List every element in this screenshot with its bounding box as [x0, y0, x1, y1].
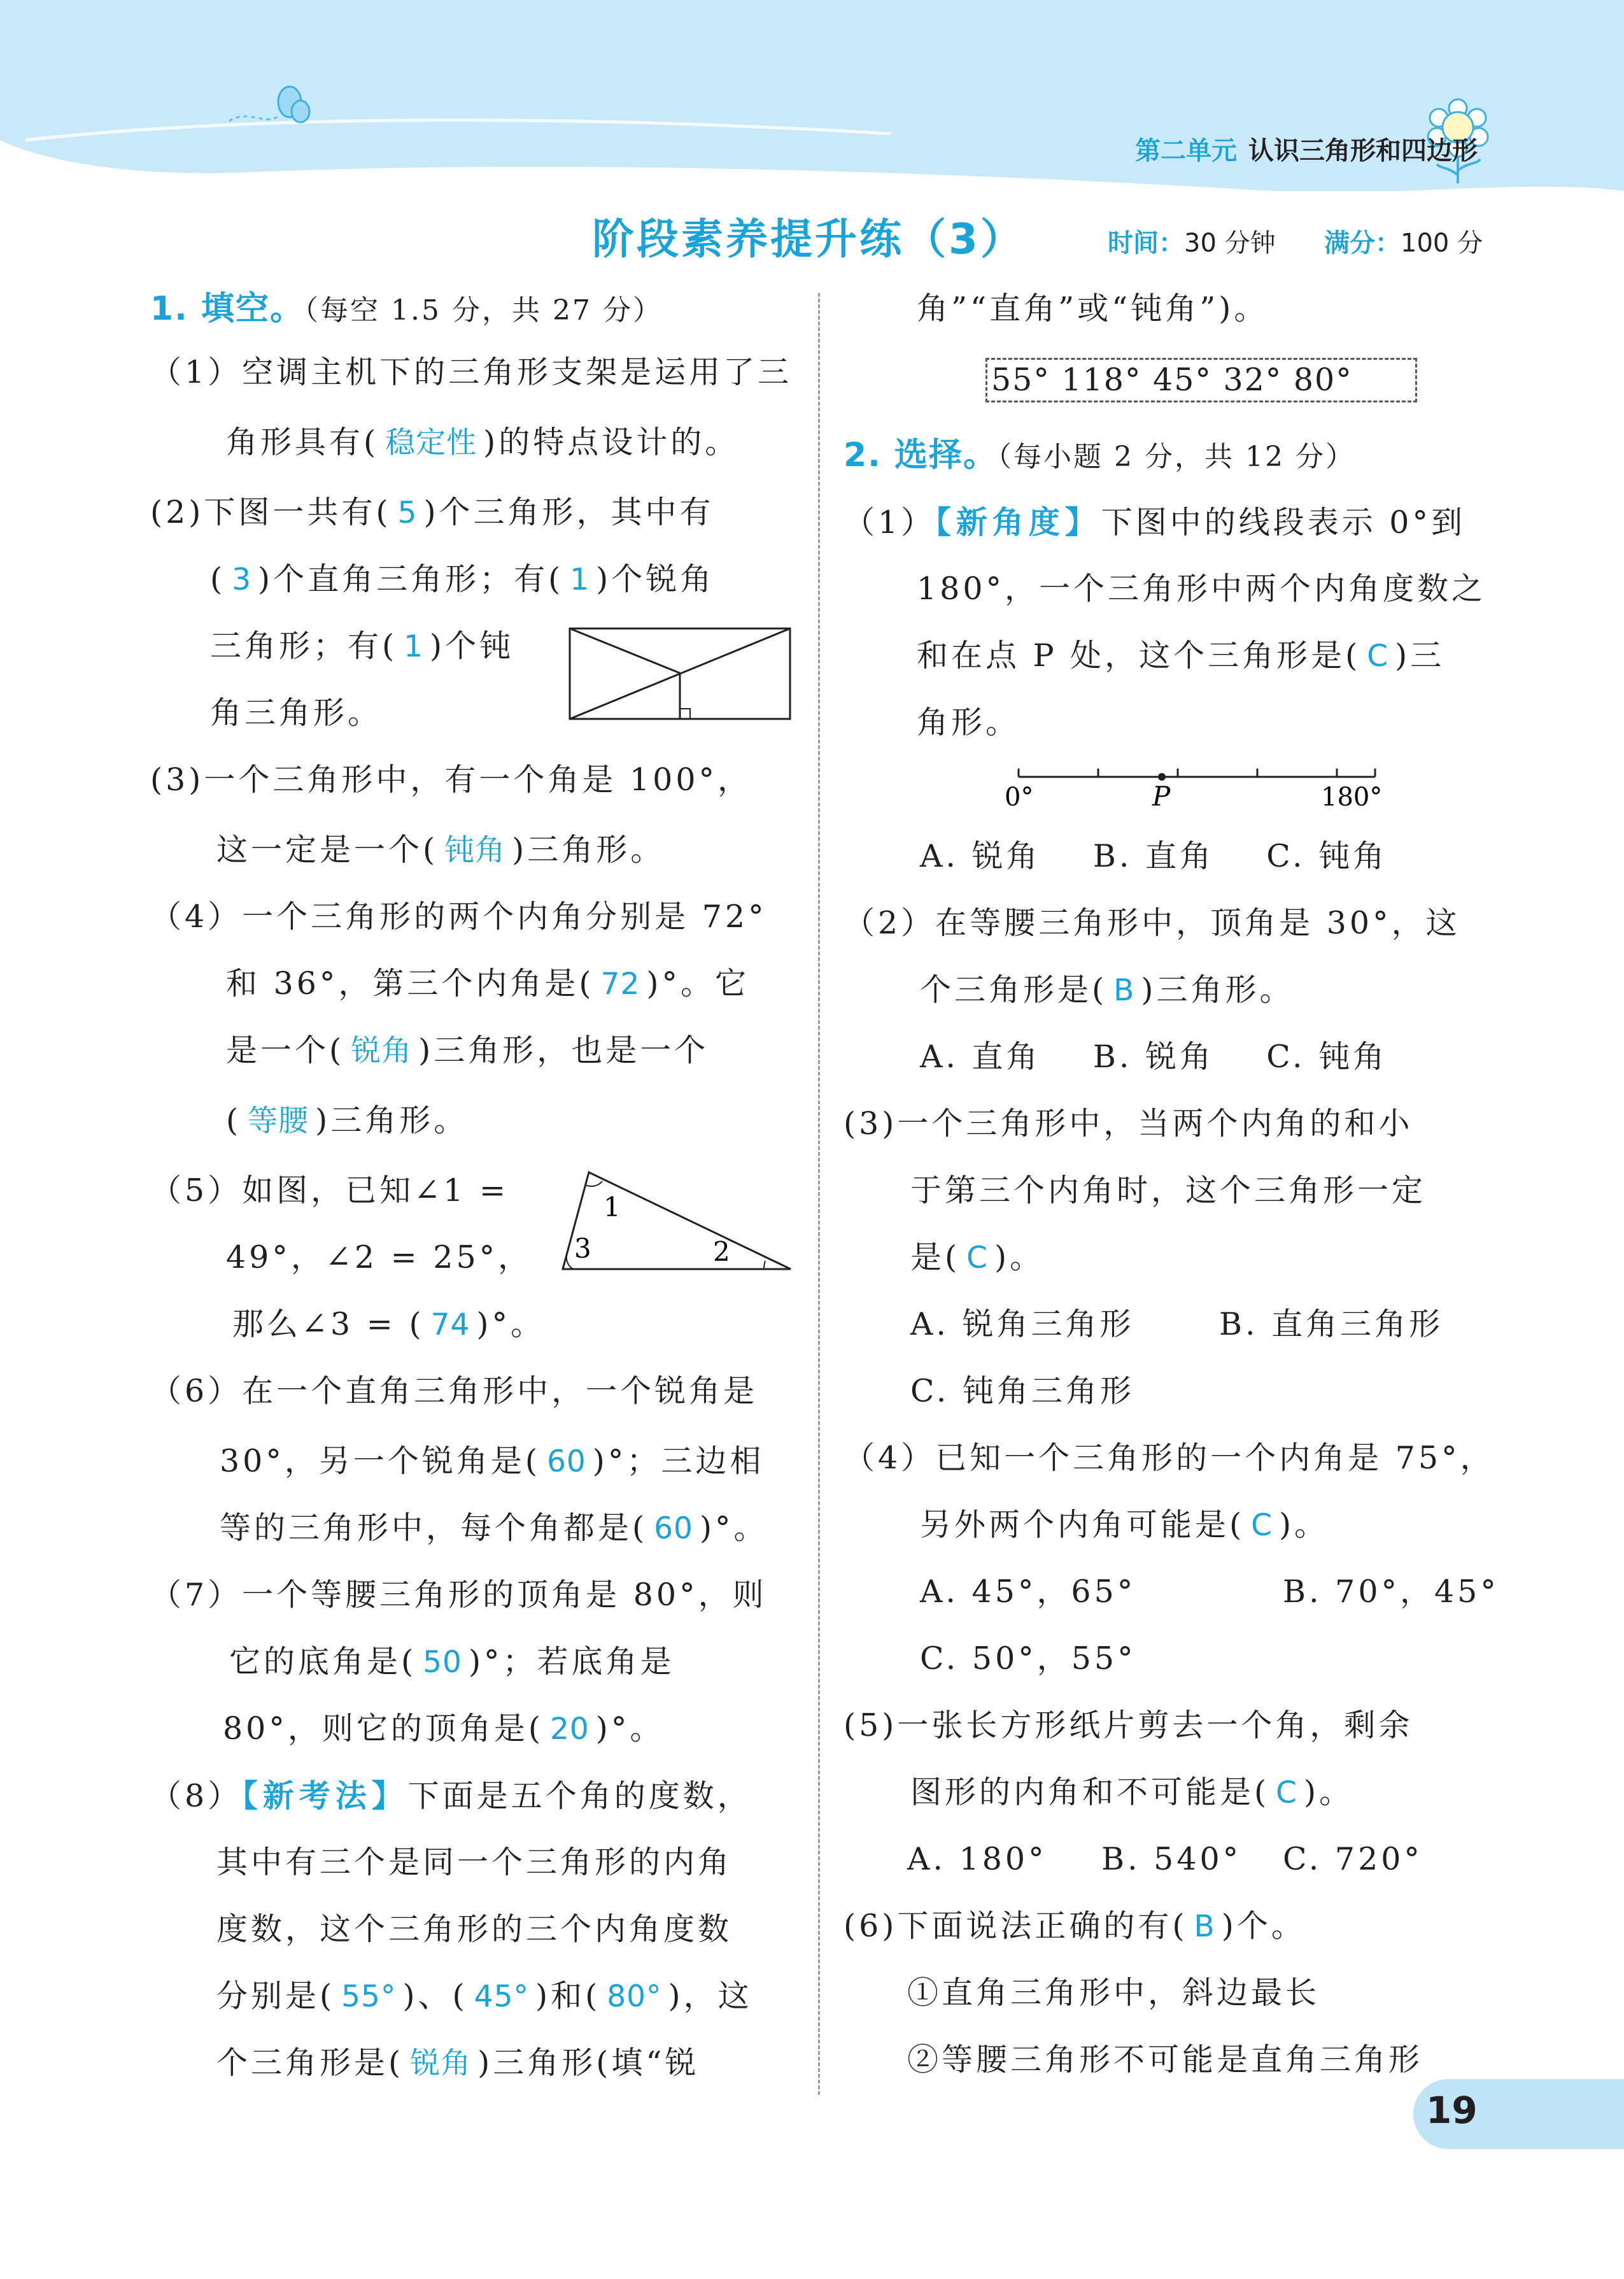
- s2q3-line-c: 是( C )。: [910, 1239, 1045, 1275]
- q8-answer-4: 锐角: [410, 2046, 472, 2081]
- rectangle-triangles-figure: [568, 627, 793, 721]
- s2q3-line-b: 于第三个内角时，这个三角形一定: [910, 1172, 1427, 1209]
- q3-line-a: (3)一个三角形中，有一个角是 100°，: [150, 762, 752, 798]
- q2-answer-1: 5: [397, 495, 418, 530]
- section2-heading-line: [844, 436, 1355, 476]
- time-value: 30 分钟: [1184, 229, 1276, 258]
- triangle-angles-figure: [560, 1168, 796, 1274]
- s2q3-option-b: B. 直角三角形: [1219, 1306, 1444, 1342]
- score-info: [1324, 223, 1483, 259]
- s2q5-option-c: C. 720°: [1283, 1841, 1423, 1877]
- unit-label: 第二单元: [1135, 136, 1237, 166]
- s2q3-answer: C: [966, 1240, 988, 1275]
- s2q6-statement-2: ②等腰三角形不可能是直角三角形: [907, 2041, 1423, 2078]
- q5-line-a: （5）如图，已知∠1 =: [150, 1172, 509, 1209]
- s2q4-option-a: A. 45°，65°: [920, 1573, 1136, 1610]
- q4-line-d: ( 等腰 )三角形。: [226, 1102, 469, 1139]
- q1-line-b: 角形具有( 稳定性 )的特点设计的。: [226, 424, 740, 460]
- axis-point-label: P: [1152, 781, 1171, 812]
- angles-list: 55° 118° 45° 32° 80°: [991, 362, 1353, 398]
- q8-line-a: （8）【新考法】下面是五个角的度数，: [150, 1777, 752, 1814]
- axis-start-label: 0°: [1005, 783, 1034, 812]
- q8-line-d: 分别是( 55° )、( 45° )和( 80° )，这: [216, 1978, 752, 2014]
- q2-answer-4: 1: [404, 629, 424, 664]
- q7-line-a: （7）一个等腰三角形的顶角是 80°，则: [150, 1577, 767, 1613]
- q4-answer-3: 等腰: [248, 1104, 309, 1139]
- q7-line-c: 80°，则它的顶角是( 20 )°。: [223, 1710, 665, 1747]
- s2q1-line-b: 180°，一个三角形中两个内角度数之: [917, 571, 1486, 607]
- q4-line-c: 是一个( 锐角 )三角形，也是一个: [226, 1032, 709, 1069]
- column-divider: [818, 293, 820, 2095]
- s2q6-answer: B: [1194, 1909, 1215, 1944]
- q2-answer-2: 3: [232, 562, 252, 597]
- q4-line-a: （4）一个三角形的两个内角分别是 72°: [150, 898, 767, 935]
- score-value: 100 分: [1401, 229, 1483, 258]
- q7-answer-2: 20: [549, 1712, 590, 1747]
- q6-line-a: （6）在一个直角三角形中，一个锐角是: [150, 1373, 758, 1409]
- q5-answer: 74: [430, 1307, 470, 1342]
- s2q5-line-b: 图形的内角和不可能是( C )。: [910, 1774, 1354, 1810]
- q5-line-b: 49°，∠2 = 25°，: [226, 1239, 533, 1275]
- s2q2-answer: B: [1113, 973, 1135, 1008]
- s2q4-answer: C: [1251, 1508, 1273, 1543]
- section1-heading: 1. 填空。: [150, 290, 305, 328]
- s2q3-option-c: C. 钝角三角形: [910, 1373, 1134, 1409]
- s2q1-line-a: （1）【新角度】下图中的线段表示 0°到: [844, 504, 1465, 541]
- s2q4-line-a: （4）已知一个三角形的一个内角是 75°，: [844, 1440, 1495, 1476]
- butterfly-icon: [229, 83, 312, 134]
- page-number: 19: [1426, 2089, 1478, 2132]
- angles-box: [985, 358, 1417, 402]
- unit-title: [1135, 131, 1478, 167]
- q8-line-e: 个三角形是( 锐角 )三角形(填“锐: [216, 2045, 700, 2081]
- axis-end-label: 180°: [1321, 783, 1383, 812]
- q2-line-c: 三角形；有( 1 )个钝: [210, 628, 514, 664]
- q8-line-c: 度数，这个三角形的三个内角度数: [216, 1911, 733, 1947]
- new-exam-tag: 【新考法】: [242, 1777, 408, 1814]
- s2q2-line-b: 个三角形是( B )三角形。: [920, 972, 1294, 1008]
- s2q2-options: A. 直角 B. 锐角 C. 钝角: [920, 1039, 1388, 1075]
- s2q3-option-a: A. 锐角三角形: [910, 1306, 1134, 1342]
- q4-line-b: 和 36°，第三个内角是( 72 )°。它: [226, 965, 749, 1002]
- s2q1-options: A. 锐角 B. 直角 C. 钝角: [920, 838, 1388, 874]
- q7-line-b: 它的底角是( 50 )°；若底角是: [229, 1644, 675, 1680]
- q4-answer-1: 72: [600, 967, 640, 1002]
- section1-heading-line: [150, 290, 663, 330]
- q4-answer-2: 锐角: [351, 1033, 413, 1069]
- page-title: 阶段素养提升练（3）: [592, 215, 1025, 264]
- unit-name: 认识三角形和四边形: [1248, 136, 1478, 166]
- time-label: 时间：: [1108, 229, 1184, 258]
- q6-line-c: 等的三角形中，每个角都是( 60 )°。: [220, 1510, 768, 1546]
- q6-line-b: 30°，另一个锐角是( 60 )°；三边相: [220, 1443, 765, 1479]
- q2-line-d: 角三角形。: [210, 695, 383, 731]
- s2q5-answer: C: [1276, 1775, 1297, 1810]
- s2q6-statement-1: ①直角三角形中，斜边最长: [907, 1975, 1320, 2011]
- q2-line-b: ( 3 )个直角三角形；有( 1 )个锐角: [210, 561, 715, 597]
- s2q3-line-a: (3)一个三角形中，当两个内角的和小: [844, 1105, 1413, 1142]
- angle-2-label: 2: [713, 1236, 730, 1267]
- q8-answer-1: 55°: [341, 1979, 397, 2014]
- s2q2-line-a: （2）在等腰三角形中，顶角是 30°，这: [844, 905, 1460, 941]
- s2q5-option-a: A. 180°: [907, 1841, 1047, 1877]
- new-angle-tag: 【新角度】: [935, 504, 1101, 541]
- q1-answer: 稳定性: [385, 425, 477, 460]
- s2q4-line-b: 另外两个内角可能是( C )。: [920, 1507, 1329, 1543]
- s2q1-line-c: 和在点 P 处，这个三角形是( C )三: [917, 637, 1445, 674]
- q7-answer-1: 50: [423, 1645, 462, 1680]
- q3-answer: 钝角: [444, 833, 506, 868]
- score-label: 满分：: [1324, 229, 1401, 258]
- q6-answer-1: 60: [546, 1444, 586, 1479]
- q8-answer-2: 45°: [474, 1979, 529, 2014]
- section2-heading: 2. 选择。: [844, 436, 998, 474]
- angle-1-label: 1: [604, 1191, 621, 1223]
- s2q5-option-b: B. 540°: [1101, 1841, 1242, 1877]
- time-info: [1108, 223, 1276, 259]
- s2q1-line-d: 角形。: [917, 704, 1020, 741]
- q2-line-a: (2)下图一共有( 5 )个三角形，其中有: [150, 494, 714, 530]
- number-line-figure: [993, 761, 1401, 825]
- q8-line-b: 其中有三个是同一个三角形的内角: [216, 1844, 733, 1880]
- q3-line-b: 这一定是一个( 钝角 )三角形。: [216, 832, 665, 868]
- s2q5-line-a: (5)一张长方形纸片剪去一个角，剩余: [844, 1707, 1413, 1743]
- q8-answer-3: 80°: [607, 1979, 662, 2014]
- q8-line-f: 角”“直角”或“钝角”)。: [917, 290, 1269, 327]
- section1-note: （每空 1.5 分，共 27 分）: [304, 294, 663, 327]
- angle-3-label: 3: [574, 1233, 591, 1264]
- s2q4-option-c: C. 50°，55°: [920, 1640, 1136, 1677]
- section2-note: （每小题 2 分，共 12 分）: [998, 441, 1355, 473]
- s2q4-option-b: B. 70°，45°: [1283, 1573, 1499, 1610]
- q1-line-a: （1）空调主机下的三角形支架是运用了三: [150, 354, 793, 390]
- s2q6-line-a: (6)下面说法正确的有( B )个。: [844, 1908, 1306, 1944]
- s2q1-answer: C: [1367, 639, 1389, 674]
- q2-answer-3: 1: [570, 562, 590, 597]
- q5-line-c: 那么∠3 = ( 74 )°。: [232, 1306, 545, 1342]
- q6-answer-2: 60: [654, 1511, 693, 1546]
